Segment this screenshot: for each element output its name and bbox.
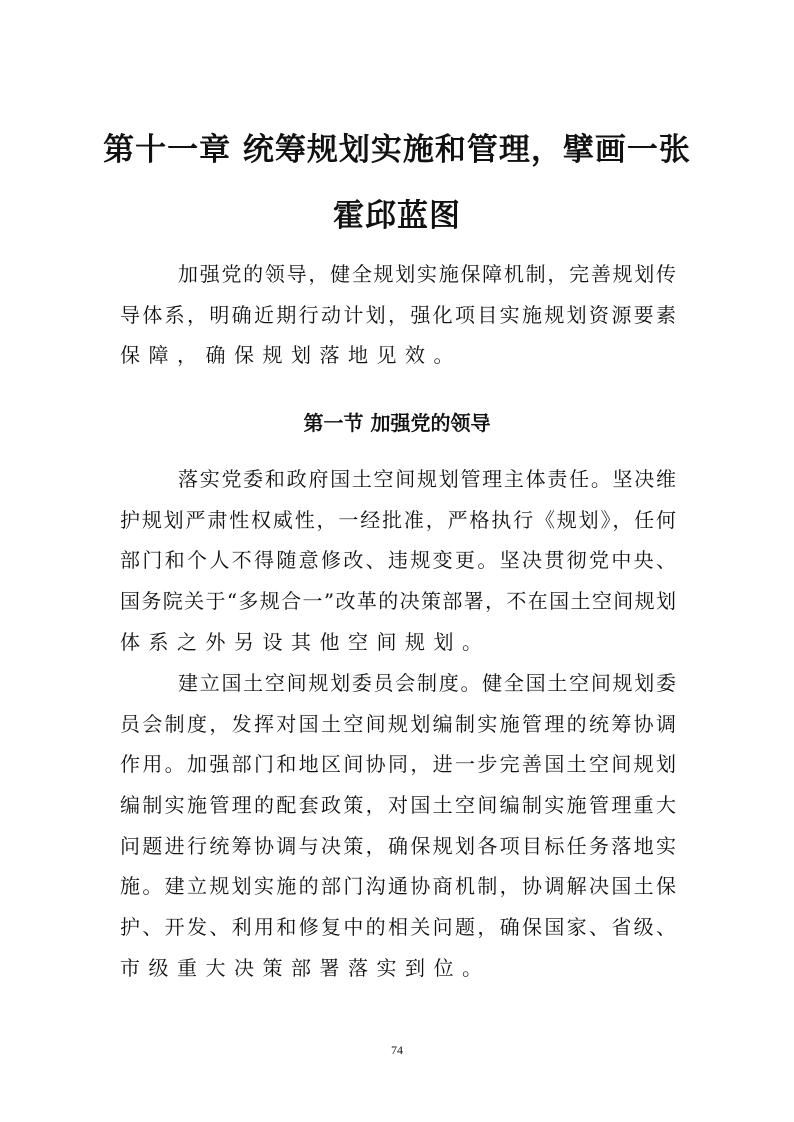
text-line: 落实党委和政府国土空间规划管理主体责任。坚决维	[178, 467, 676, 491]
paragraph-1	[120, 459, 676, 662]
text-line: 施。建立规划实施的部门沟通协商机制，协调解决国土保	[120, 874, 676, 899]
text-line: 作用。加强部门和地区间协同，进一步完善国土空间规划	[120, 752, 676, 777]
section-title: 第一节 加强党的领导	[303, 411, 491, 435]
text-line: 护规划严肃性权威性，一经批准，严格执行《规划》，任何	[120, 507, 676, 532]
paragraph-2	[120, 663, 676, 989]
intro-paragraph	[120, 254, 676, 376]
text-line: 建立国土空间规划委员会制度。健全国土空间规划委	[178, 671, 676, 695]
chapter-title-line-1: 第十一章 统筹规划实施和管理，擘画一张	[103, 132, 691, 168]
text-line: 加强党的领导，健全规划实施保障机制，完善规划传	[178, 262, 676, 286]
text-line: 部门和个人不得随意修改、违规变更。坚决贯彻党中央、	[120, 548, 676, 573]
text-line: 员会制度，发挥对国土空间规划编制实施管理的统筹协调	[120, 711, 676, 736]
text-line: 市级重大决策部署落实到位。	[120, 955, 491, 980]
page-number: 74	[391, 1043, 403, 1057]
text-line: 体系之外另设其他空间规划。	[120, 629, 491, 654]
text-line: 国务院关于“多规合一”改革的决策部署，不在国土空间规划	[120, 589, 676, 614]
text-line: 问题进行统筹协调与决策，确保规划各项目标任务落地实	[120, 833, 676, 858]
text-line: 编制实施管理的配套政策，对国土空间编制实施管理重大	[120, 793, 676, 818]
text-line: 导体系，明确近期行动计划，强化项目实施规划资源要素	[120, 302, 676, 327]
text-line: 护、开发、利用和修复中的相关问题，确保国家、省级、	[120, 915, 676, 940]
chapter-title-line-2: 霍邱蓝图	[333, 198, 461, 234]
text-line: 保障，确保规划落地见效。	[120, 343, 462, 368]
